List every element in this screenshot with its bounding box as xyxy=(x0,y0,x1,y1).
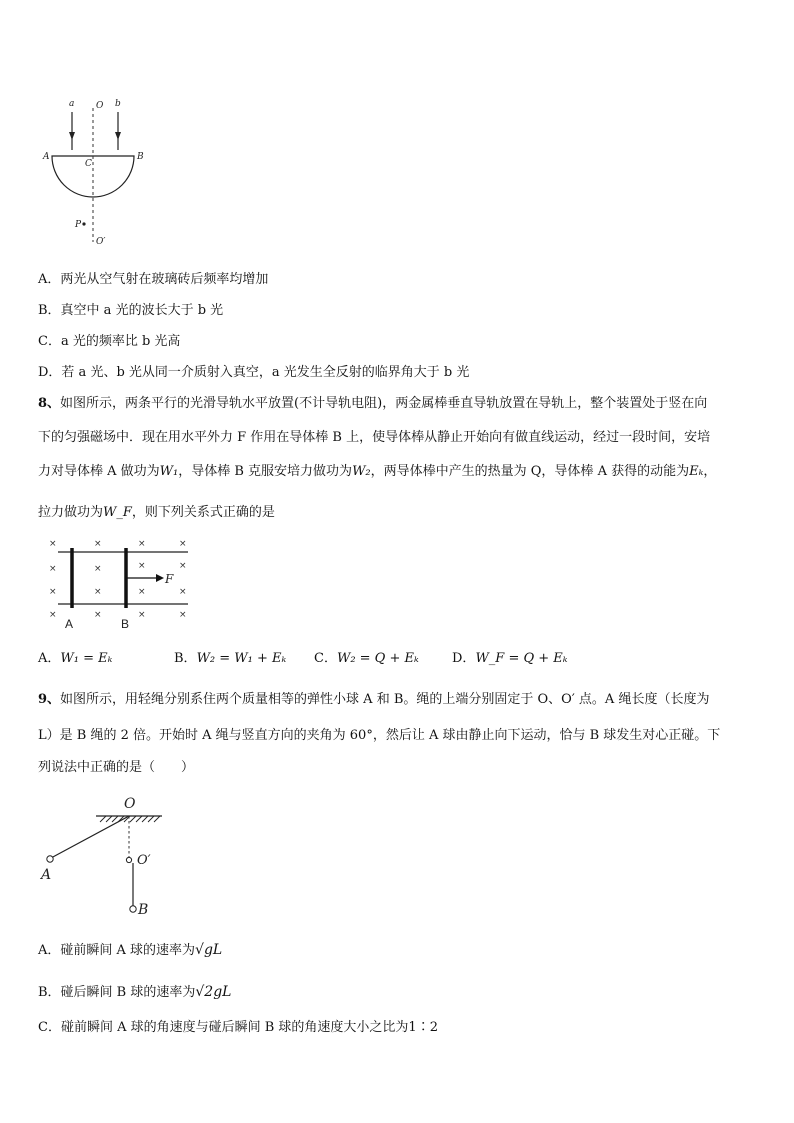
ratio-1-2: 1∶2 xyxy=(408,1020,438,1035)
q9-number: 9、 xyxy=(38,692,61,707)
sqrt-2gl: √2gL xyxy=(195,984,232,1000)
force-f-arrow-icon xyxy=(156,574,164,582)
rope-a xyxy=(51,816,129,858)
q8-stem-4b: ，则下列关系式正确的是 xyxy=(131,505,275,520)
ceiling-hatching xyxy=(100,816,160,822)
field-cross: × xyxy=(138,539,146,549)
q8-stem-line-4 xyxy=(38,505,766,521)
q8-stem-3a: 力对导体棒 A 做功为 xyxy=(38,464,160,479)
label-o: O xyxy=(96,101,104,111)
q9-stem-line-2: L）是 B 绳的 2 倍。开始时 A 绳与竖直方向的夹角为 60°，然后让 A 球由静止向下运动，恰与 B 球发生对心正碰。下 xyxy=(38,728,721,743)
field-cross: × xyxy=(49,610,57,620)
label-b: b xyxy=(115,99,121,109)
field-cross: × xyxy=(138,561,146,571)
q8-stem-3b: ，导体棒 B 克服安培力做功为 xyxy=(178,464,353,479)
q8-stem-3d: ， xyxy=(703,464,717,479)
field-cross: × xyxy=(179,561,187,571)
ball-a xyxy=(47,856,53,862)
label-force-F: F xyxy=(165,572,174,586)
label-A: A xyxy=(41,867,52,883)
q7-option-d: D．若 a 光、b 光从同一介质射入真空，a 光发生全反射的临界角大于 b 光 xyxy=(38,365,470,380)
q7-semicircle-figure xyxy=(38,96,178,252)
field-cross: × xyxy=(138,587,146,597)
q8-stem-line-2: 下的匀强磁场中．现在用水平外力 F 作用在导体棒 B 上，使导体棒从静止开始向有做直线运动，经过一段时间，安培 xyxy=(38,430,711,445)
q7-option-c: C．a 光的频率比 b 光高 xyxy=(38,334,181,349)
label-O-prime: O′ xyxy=(96,237,106,247)
ray-b-arrow-icon xyxy=(115,132,121,140)
field-cross: × xyxy=(49,539,57,549)
field-cross: × xyxy=(179,539,187,549)
q8-rails-figure xyxy=(38,532,198,632)
ball-b xyxy=(130,906,136,912)
field-cross: × xyxy=(94,587,102,597)
q8-stem-line-1 xyxy=(38,396,766,412)
label-rod-B: B xyxy=(121,617,130,631)
q9-stem-line-3: 列说法中正确的是（ ） xyxy=(38,760,195,775)
q9-option-b: B．碰后瞬间 B 球的速率为√2gL xyxy=(38,984,232,1000)
q7-option-a: A．两光从空气射在玻璃砖后频率均增加 xyxy=(38,272,269,287)
field-cross: × xyxy=(138,610,146,620)
q9-option-c: C．碰前瞬间 A 球的角速度与碰后瞬间 B 球的角速度大小之比为1∶2 xyxy=(38,1020,438,1035)
label-B: B xyxy=(137,152,144,162)
field-cross: × xyxy=(94,564,102,574)
label-a: a xyxy=(69,99,75,109)
label-A: A xyxy=(43,152,50,162)
q9-stem-1: 如图所示，用轻绳分别系住两个质量相等的弹性小球 A 和 B。绳的上端分别固定于 O、O′ 点。A 绳长度（长度为 xyxy=(60,692,710,707)
field-cross: × xyxy=(49,564,57,574)
q8-w2: W₂ xyxy=(352,464,371,479)
q8-stem-1: 如图所示，两条平行的光滑导轨水平放置(不计导轨电阻)，两金属棒垂直导轨放置在导轨上，整个装置处于竖在向 xyxy=(60,396,708,411)
q8-option-d: D．W_F = Q + Eₖ xyxy=(452,651,568,666)
sqrt-gl: √gL xyxy=(195,942,223,958)
pivot-o-prime xyxy=(126,857,131,862)
point-p xyxy=(82,222,85,225)
field-cross: × xyxy=(49,587,57,597)
field-cross: × xyxy=(94,539,102,549)
q7-option-b: B．真空中 a 光的波长大于 b 光 xyxy=(38,303,224,318)
q9-option-a: A．碰前瞬间 A 球的速率为√gL xyxy=(38,942,223,958)
q8-stem-4a: 拉力做功为 xyxy=(38,505,104,520)
label-B: B xyxy=(138,902,149,916)
field-cross: × xyxy=(179,587,187,597)
ray-a-arrow-icon xyxy=(69,132,75,140)
q8-option-b: B．W₂ = W₁ + Eₖ xyxy=(174,651,287,666)
label-O: O xyxy=(124,796,136,812)
q8-stem-line-3 xyxy=(38,464,766,480)
label-O-prime: O′ xyxy=(137,853,151,868)
label-P: P xyxy=(75,220,82,230)
label-rod-A: A xyxy=(65,617,74,631)
q8-w1: W₁ xyxy=(159,464,179,479)
q9-pendulum-figure xyxy=(38,792,168,916)
q8-option-a: A．W₁ = Eₖ xyxy=(38,651,113,666)
q8-stem-3c: ，两导体棒中产生的热量为 Q，导体棒 A 获得的动能为 xyxy=(370,464,690,479)
field-cross: × xyxy=(179,610,187,620)
q8-number: 8、 xyxy=(38,396,61,411)
q9-stem-line-1 xyxy=(38,692,766,708)
field-cross: × xyxy=(94,610,102,620)
q8-option-c: C．W₂ = Q + Eₖ xyxy=(314,651,419,666)
q8-wf: W_F xyxy=(103,505,132,520)
label-C: C xyxy=(85,159,92,169)
q8-ek: Eₖ xyxy=(689,464,704,479)
